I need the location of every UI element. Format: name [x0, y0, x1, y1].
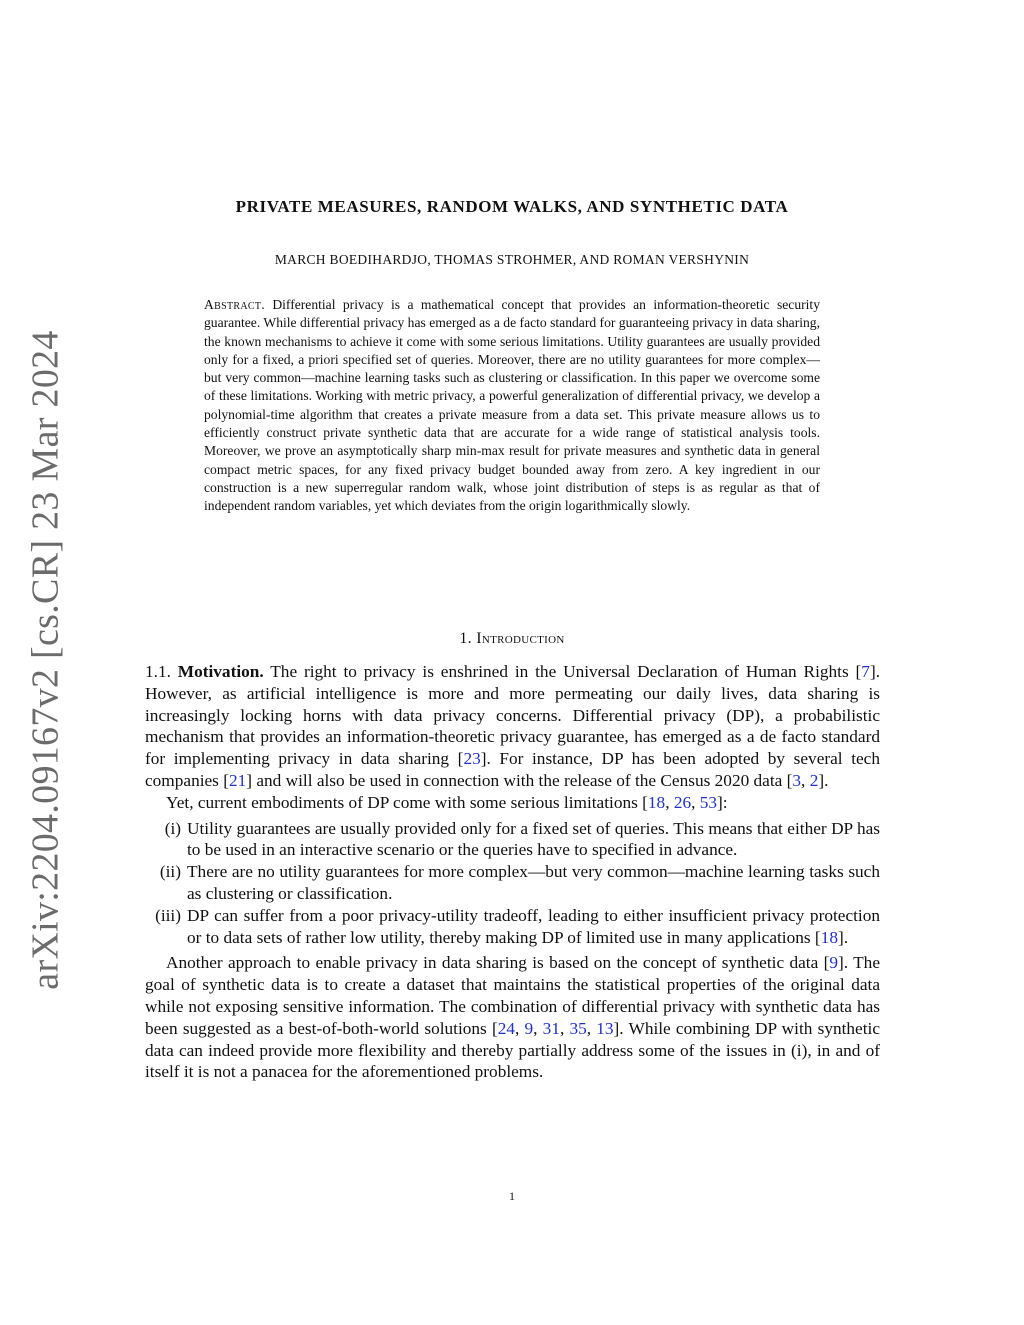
citation-link[interactable]: 18: [647, 792, 666, 812]
paragraph-text: ]. However, as artificial intelligence is more and more permeating our daily lives, data sharing is increasingly locking horns with data privacy concerns. Differential privacy (DP), a probabilistic mechanism that provides an information-theoretic privacy guarantee, has emerged as a de facto standard for implementing privacy in data sharing [: [145, 662, 881, 769]
arxiv-side-stamp: [24, 330, 68, 990]
paragraph-motivation: [145, 661, 880, 792]
paragraph-text: ]. For instance, DP has been adopted by several tech companies [: [145, 749, 880, 790]
section-number: 1.: [459, 630, 472, 647]
limitations-list: [145, 818, 880, 949]
paragraph-limitations: [145, 792, 880, 814]
paragraph-text: ]. While combining DP with synthetic data can indeed provide more flexibility and thereby partially address some of the issues in (i), in and of itself it is not a panacea for the aforementioned problems.: [145, 1018, 880, 1082]
abstract-label: Abstract.: [204, 297, 265, 312]
paragraph-text: ,: [665, 792, 674, 812]
paragraph-text: ] and will also be used in connection with the release of the Census 2020 data [: [246, 770, 793, 790]
abstract: [204, 296, 820, 516]
citation-link[interactable]: 26: [673, 792, 692, 812]
list-item-label: (i): [164, 818, 181, 838]
list-item-text: Utility guarantees are usually provided only for a fixed set of queries. This means that either DP has to be used in an interactive scenario or the queries have to specified in advance.: [187, 818, 880, 860]
paragraph-synthetic-data: [145, 952, 880, 1083]
paragraph-text: ,: [559, 1018, 570, 1038]
paper-authors: MARCH BOEDIHARDJO, THOMAS STROHMER, AND ROMAN VERSHYNIN: [274, 252, 750, 267]
citation-link[interactable]: 23: [463, 749, 481, 769]
list-item: [145, 818, 880, 862]
paragraph-text: Yet, current embodiments of DP come with some serious limitations [: [166, 792, 648, 812]
citation-link[interactable]: 18: [820, 927, 838, 947]
abstract-text: Differential privacy is a mathematical concept that provides an information-theoretic security guarantee. While differential privacy has emerged as a de facto standard for guaranteeing privacy in data sharing, the known mechanisms to achieve it come with some serious limitations. Utility guarantees are usually provided only for a fixed, a priori specified set of queries. Moreover, there are no utility guarantees for more complex—but very common—machine learning tasks such as clustering or classification. In this paper we overcome some of these limitations. Working with metric privacy, a powerful generalization of differential privacy, we develop a polynomial-time algorithm that creates a private measure from a data set. This private measure allows us to efficiently construct private synthetic data that are accurate for a wide range of statistical analysis tools. Moreover, we prove an asymptotically sharp min-max result for private measures and synthetic data in general compact metric spaces, for any fixed privacy budget bounded away from zero. A key ingredient in our construction is a new superregular random walk, whose joint distribution of steps is as regular as that of independent random variables, yet which deviates from the origin logarithmically slowly.: [204, 297, 820, 514]
list-item-text: DP can suffer from a poor privacy-utility tradeoff, leading to either insufficient privacy protection or to data sets of rather low utility, thereby making DP of limited use in many applications [: [187, 905, 880, 947]
citation-link[interactable]: 13: [596, 1018, 614, 1038]
citation-link[interactable]: 31: [542, 1018, 560, 1038]
paragraph-text: ]:: [717, 792, 728, 812]
citation-link[interactable]: 9: [829, 953, 839, 973]
citation-link[interactable]: 7: [861, 662, 870, 681]
citation-link[interactable]: 2: [809, 770, 819, 790]
list-item-text: ].: [837, 927, 849, 947]
paragraph-text: Another approach to enable privacy in data sharing is based on the concept of synthetic data [: [166, 953, 830, 973]
list-item-label: (iii): [155, 905, 181, 925]
paragraph-text: ,: [533, 1018, 543, 1038]
paragraph-text: ,: [801, 770, 810, 790]
paper-title: PRIVATE MEASURES, RANDOM WALKS, AND SYNTHETIC DATA: [235, 197, 789, 216]
citation-link[interactable]: 24: [497, 1018, 515, 1038]
citation-link[interactable]: 3: [792, 770, 802, 790]
citation-link[interactable]: 35: [569, 1018, 587, 1038]
section-heading: [0, 630, 1024, 648]
list-item: [145, 905, 880, 949]
paragraph-text: ]. The goal of synthetic data is to create a dataset that maintains the statistical properties of the original data while not exposing sensitive information. The combination of differential privacy with synthetic data has been suggested as a best-of-both-world solutions [: [145, 953, 880, 1038]
section-title: Introduction: [476, 630, 565, 647]
paragraph-text: The right to privacy is enshrined in the Universal Declaration of Human Rights [: [270, 662, 862, 681]
citation-link[interactable]: 9: [524, 1018, 534, 1038]
citation-link[interactable]: 53: [699, 792, 718, 812]
paragraph-text: ,: [586, 1018, 597, 1038]
citation-link[interactable]: 21: [228, 770, 247, 790]
list-item-label: (ii): [159, 862, 181, 882]
subsection-title: Motivation.: [177, 662, 264, 681]
list-item: [145, 861, 880, 905]
list-item-text: There are no utility guarantees for more complex—but very common—machine learning tasks such as clustering or classification.: [187, 862, 880, 903]
subsection-number: 1.1.: [145, 662, 171, 681]
body-text: [145, 661, 880, 1083]
arxiv-identifier: arXiv:2204.09167v2 [cs.CR] 23 Mar 2024: [25, 330, 68, 990]
paragraph-text: ].: [818, 770, 829, 790]
page-number: 1: [509, 1189, 515, 1203]
paragraph-text: ,: [515, 1018, 525, 1038]
paragraph-text: ,: [691, 792, 700, 812]
